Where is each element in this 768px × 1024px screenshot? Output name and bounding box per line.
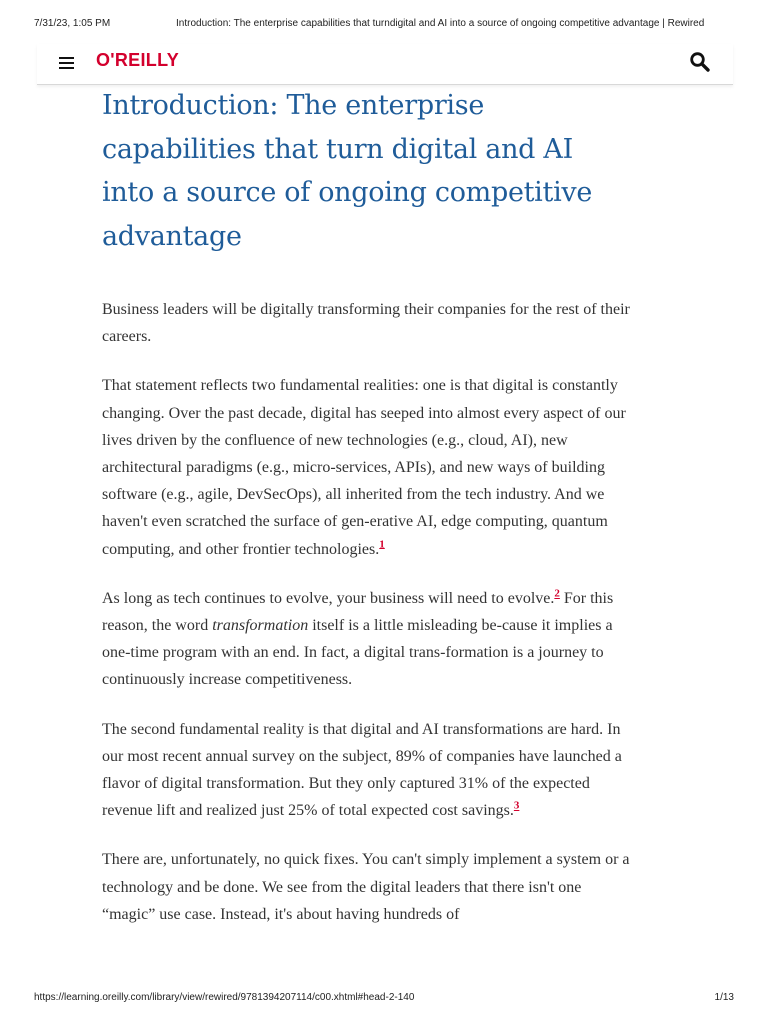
print-date: 7/31/23, 1:05 PM: [34, 18, 111, 29]
oreilly-logo[interactable]: O'REILLY: [96, 50, 180, 70]
print-document-title: Introduction: The enterprise capabilities that turndigital and AI into a source of ongoing competitive advantage | Rewired: [176, 18, 705, 29]
footnote-link-1[interactable]: 1: [379, 538, 385, 551]
print-page-number: 1/13: [714, 992, 734, 1003]
paragraph-4: [102, 716, 632, 825]
paragraph-3-text-b: For this reason, the word: [102, 589, 614, 635]
paragraph-3-emphasis: transformation: [212, 617, 309, 635]
paragraph-3: [102, 585, 632, 694]
paragraph-1: Business leaders will be digitally transforming their companies for the rest of their careers.: [102, 301, 630, 346]
paragraph-3-text-a: As long as tech continues to evolve, your business will need to evolve.: [102, 589, 555, 607]
page-title: Introduction: The enterprise capabilities that turn digital and AI into a source of ongoing competitive advantage: [102, 90, 593, 252]
paragraph-4-text: The second fundamental reality is that digital and AI transformations are hard. In our most recent annual survey on the subject, 89% of companies have launched a flavor of digital transformation. But they only captured 31% of the expected revenue lift and realized just 25% of total expected cost savings.: [102, 720, 622, 820]
footnote-link-2[interactable]: 2: [554, 587, 560, 600]
print-url: https://learning.oreilly.com/library/view/rewired/9781394207114/c00.xhtml#head-2-140: [34, 992, 415, 1003]
search-icon[interactable]: [689, 51, 711, 73]
paragraph-2-text: That statement reflects two fundamental realities: one is that digital is constantly changing. Over the past decade, digital has seeped into almost every aspect of our lives driven by the confluence of new technologies (e.g., cloud, AI), new architectural paradigms (e.g., micro-services, APIs), and new ways of building software (e.g., agile, DevSecOps), all inherited from the tech industry. And we haven't even scratched the surface of gen-erative AI, edge computing, quantum computing, and other frontier technologies.: [102, 377, 626, 558]
article-body: [102, 84, 632, 928]
paragraph-2: [102, 372, 632, 562]
top-navigation-bar: [37, 44, 733, 85]
hamburger-menu-icon[interactable]: [59, 54, 75, 68]
paragraph-3-text-c: itself is a little misleading be-cause it implies a one-time program with an end. In fact, a digital trans-formation is a journey to continuously increase competitiveness.: [102, 617, 613, 689]
print-header: [0, 18, 768, 32]
print-footer: [0, 992, 768, 1006]
footnote-link-3[interactable]: 3: [513, 799, 520, 812]
paragraph-5: There are, unfortunately, no quick fixes. You can't simply implement a system or a technology and be done. We see from the digital leaders that there isn't one “magic” use case. Instead, it's about having hundreds of: [102, 851, 630, 923]
